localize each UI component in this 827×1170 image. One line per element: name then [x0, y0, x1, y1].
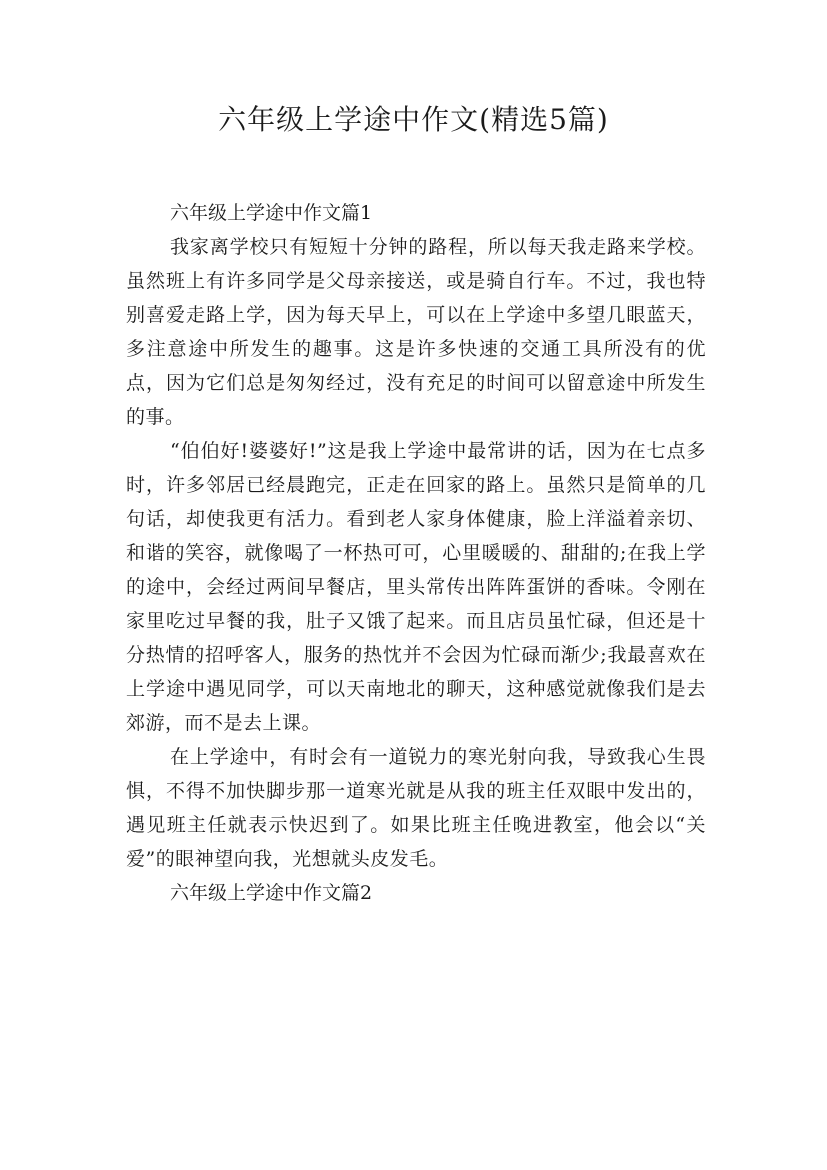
- paragraph-1: 我家离学校只有短短十分钟的路程，所以每天我走路来学校。虽然班上有许多同学是父母亲接送，或是骑自行车。不过，我也特别喜爱走路上学，因为每天早上，可以在上学途中多望几眼蓝天，多注意途中所发生的趣事。这是许多快速的交通工具所没有的优点，因为它们总是匆匆经过，没有充足的时间可以留意途中所发生的事。: [126, 236, 706, 428]
- document-body: [126, 196, 706, 910]
- paragraph-3: 在上学途中，有时会有一道锐力的寒光射向我，导致我心生畏惧，不得不加快脚步那一道寒光就是从我的班主任双眼中发出的，遇见班主任就表示快迟到了。如果比班主任晚进教室，他会以“关爱”的眼神望向我，光想就头皮发毛。: [126, 746, 706, 870]
- paragraph-2: “伯伯好!婆婆好!”这是我上学途中最常讲的话，因为在七点多时，许多邻居已经晨跑完，正走在回家的路上。虽然只是简单的几句话，却使我更有活力。看到老人家身体健康，脸上洋溢着亲切、和谐的笑容，就像喝了一杯热可可，心里暖暖的、甜甜的;在我上学的途中，会经过两间早餐店，里头常传出阵阵蛋饼的香味。令刚在家里吃过早餐的我，肚子又饿了起来。而且店员虽忙碌，但还是十分热情的招呼客人，服务的热忱并不会因为忙碌而渐少;我最喜欢在上学途中遇见同学，可以天南地北的聊天，这种感觉就像我们是去郊游，而不是去上课。: [126, 440, 706, 734]
- section-heading-1: 六年级上学途中作文篇1: [170, 202, 373, 224]
- section-heading-2: 六年级上学途中作文篇2: [170, 882, 373, 904]
- document-title: 六年级上学途中作文(精选5篇): [218, 103, 609, 136]
